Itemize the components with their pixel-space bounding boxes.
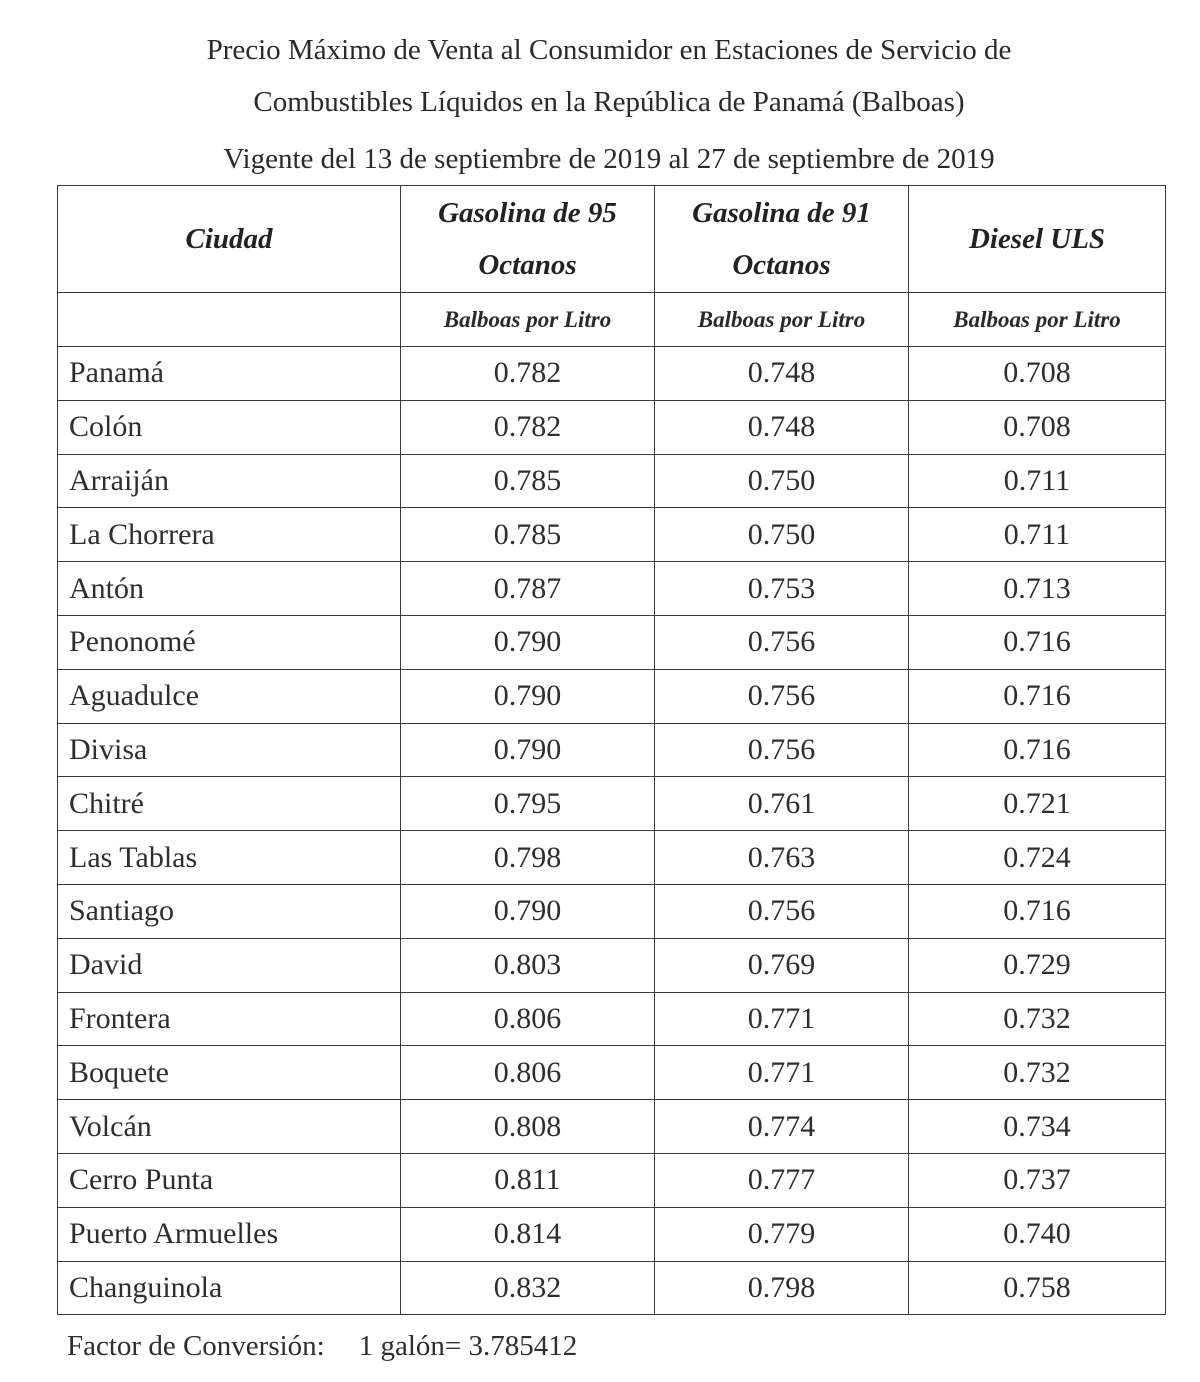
diesel-price: 0.758	[909, 1261, 1166, 1315]
gasoline-91-price: 0.750	[655, 508, 909, 562]
gasoline-95-price: 0.798	[401, 831, 655, 885]
gasoline-91-price: 0.769	[655, 938, 909, 992]
conversion-factor-label: Factor de Conversión:	[67, 1330, 325, 1362]
table-row	[58, 508, 1166, 562]
diesel-price: 0.734	[909, 1100, 1166, 1154]
gasoline-95-price: 0.785	[401, 454, 655, 508]
units-gasoline-95: Balboas por Litro	[401, 293, 655, 347]
diesel-price: 0.716	[909, 723, 1166, 777]
gasoline-91-price: 0.779	[655, 1207, 909, 1261]
table-row	[58, 454, 1166, 508]
table-row	[58, 562, 1166, 616]
title-line-1: Precio Máximo de Venta al Consumidor en Estaciones de Servicio de	[206, 34, 1012, 66]
gasoline-91-price: 0.753	[655, 562, 909, 616]
gasoline-91-price: 0.774	[655, 1100, 909, 1154]
gasoline-91-price: 0.750	[655, 454, 909, 508]
diesel-price: 0.711	[909, 508, 1166, 562]
gasoline-91-price: 0.777	[655, 1153, 909, 1207]
city-cell: Santiago	[58, 884, 401, 938]
diesel-price: 0.716	[909, 669, 1166, 723]
header-gasoline-91	[655, 186, 909, 293]
gasoline-91-price: 0.771	[655, 992, 909, 1046]
table-row	[58, 669, 1166, 723]
diesel-price: 0.708	[909, 347, 1166, 401]
gasoline-91-price: 0.756	[655, 669, 909, 723]
table-row	[58, 615, 1166, 669]
table-row	[58, 723, 1166, 777]
gasoline-95-price: 0.790	[401, 884, 655, 938]
city-cell: Antón	[58, 562, 401, 616]
diesel-price: 0.711	[909, 454, 1166, 508]
city-cell: Puerto Armuelles	[58, 1207, 401, 1261]
city-cell: Penonomé	[58, 615, 401, 669]
title-line-2: Combustibles Líquidos en la República de Panamá (Balboas)	[253, 86, 965, 118]
validity-period: Vigente del 13 de septiembre de 2019 al 27 de septiembre de 2019	[223, 143, 995, 175]
table-row	[58, 400, 1166, 454]
gasoline-91-price: 0.756	[655, 884, 909, 938]
city-cell: Cerro Punta	[58, 1153, 401, 1207]
units-gasoline-91: Balboas por Litro	[655, 293, 909, 347]
gasoline-91-price: 0.771	[655, 1046, 909, 1100]
gasoline-95-price: 0.806	[401, 1046, 655, 1100]
header-gasoline-91-line2: Octanos	[732, 249, 831, 281]
table-row	[58, 1100, 1166, 1154]
header-diesel	[909, 186, 1166, 293]
city-cell: Colón	[58, 400, 401, 454]
city-cell: Las Tablas	[58, 831, 401, 885]
gasoline-95-price: 0.782	[401, 400, 655, 454]
header-gasoline-95-line2: Octanos	[478, 249, 577, 281]
conversion-factor-value: 1 galón= 3.785412	[358, 1330, 578, 1362]
city-cell: Boquete	[58, 1046, 401, 1100]
diesel-price: 0.732	[909, 992, 1166, 1046]
gasoline-95-price: 0.795	[401, 777, 655, 831]
city-cell: Changuinola	[58, 1261, 401, 1315]
gasoline-95-price: 0.787	[401, 562, 655, 616]
diesel-price: 0.713	[909, 562, 1166, 616]
gasoline-91-price: 0.756	[655, 723, 909, 777]
gasoline-91-price: 0.756	[655, 615, 909, 669]
diesel-price: 0.732	[909, 1046, 1166, 1100]
city-cell: Panamá	[58, 347, 401, 401]
gasoline-95-price: 0.832	[401, 1261, 655, 1315]
gasoline-95-price: 0.782	[401, 347, 655, 401]
gasoline-95-price: 0.811	[401, 1153, 655, 1207]
table-row	[58, 938, 1166, 992]
city-cell: Aguadulce	[58, 669, 401, 723]
header-gasoline-95-line1: Gasolina de 95	[438, 197, 617, 229]
city-cell: Volcán	[58, 1100, 401, 1154]
table-row	[58, 1261, 1166, 1315]
units-row	[58, 293, 1166, 347]
fuel-price-table	[57, 185, 1166, 1315]
diesel-price: 0.716	[909, 884, 1166, 938]
document-title	[0, 26, 1200, 184]
units-diesel: Balboas por Litro	[909, 293, 1166, 347]
diesel-price: 0.721	[909, 777, 1166, 831]
gasoline-95-price: 0.803	[401, 938, 655, 992]
diesel-price: 0.724	[909, 831, 1166, 885]
city-cell: Frontera	[58, 992, 401, 1046]
conversion-factor	[67, 1330, 577, 1363]
gasoline-91-price: 0.763	[655, 831, 909, 885]
city-cell: Divisa	[58, 723, 401, 777]
gasoline-95-price: 0.790	[401, 723, 655, 777]
gasoline-95-price: 0.806	[401, 992, 655, 1046]
city-cell: Chitré	[58, 777, 401, 831]
gasoline-91-price: 0.761	[655, 777, 909, 831]
gasoline-91-price: 0.748	[655, 400, 909, 454]
city-cell: Arraiján	[58, 454, 401, 508]
gasoline-91-price: 0.798	[655, 1261, 909, 1315]
gasoline-95-price: 0.808	[401, 1100, 655, 1154]
header-gasoline-95	[401, 186, 655, 293]
header-row	[58, 186, 1166, 293]
header-city-label: Ciudad	[185, 223, 273, 255]
diesel-price: 0.729	[909, 938, 1166, 992]
diesel-price: 0.708	[909, 400, 1166, 454]
table-row	[58, 884, 1166, 938]
table-body	[58, 347, 1166, 1315]
table-row	[58, 992, 1166, 1046]
diesel-price: 0.737	[909, 1153, 1166, 1207]
table-row	[58, 1153, 1166, 1207]
table-row	[58, 347, 1166, 401]
table-row	[58, 777, 1166, 831]
gasoline-95-price: 0.814	[401, 1207, 655, 1261]
gasoline-95-price: 0.790	[401, 669, 655, 723]
header-gasoline-91-line1: Gasolina de 91	[692, 197, 871, 229]
diesel-price: 0.716	[909, 615, 1166, 669]
table-row	[58, 1046, 1166, 1100]
units-city	[58, 293, 401, 347]
header-city	[58, 186, 401, 293]
table-row	[58, 831, 1166, 885]
gasoline-95-price: 0.785	[401, 508, 655, 562]
diesel-price: 0.740	[909, 1207, 1166, 1261]
header-diesel-label: Diesel ULS	[968, 223, 1106, 255]
table-row	[58, 1207, 1166, 1261]
city-cell: La Chorrera	[58, 508, 401, 562]
gasoline-95-price: 0.790	[401, 615, 655, 669]
gasoline-91-price: 0.748	[655, 347, 909, 401]
city-cell: David	[58, 938, 401, 992]
